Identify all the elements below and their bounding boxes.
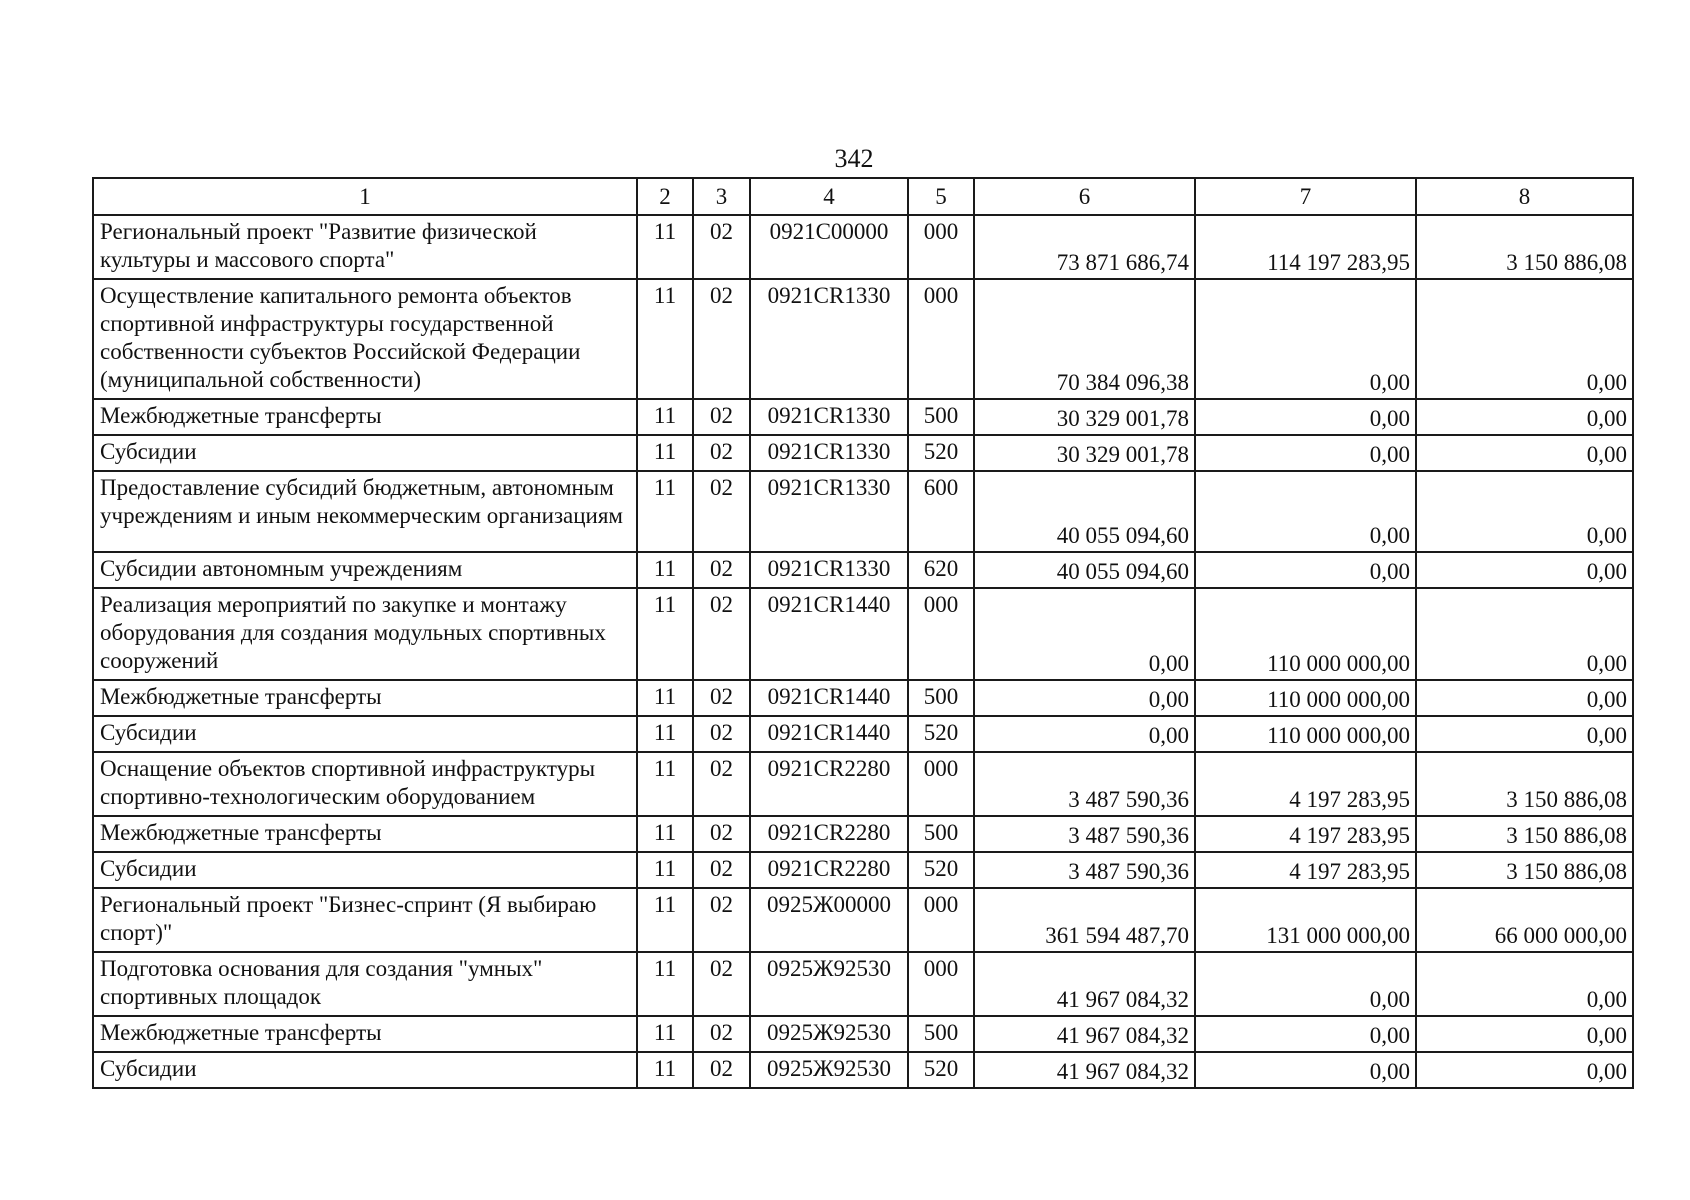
section-code: 11 [637, 399, 693, 435]
section-code: 11 [637, 435, 693, 471]
row-name: Межбюджетные трансферты [93, 399, 637, 435]
row-name: Межбюджетные трансферты [93, 816, 637, 852]
table-row [93, 680, 1633, 716]
section-code: 11 [637, 888, 693, 952]
subsection-code: 02 [693, 1016, 750, 1052]
table-body [93, 215, 1633, 1088]
target-article-code: 0925Ж92530 [750, 1052, 908, 1088]
row-name: Субсидии автономным учреждениям [93, 552, 637, 588]
table-row [93, 552, 1633, 588]
expense-type-code: 000 [908, 588, 974, 680]
target-article-code: 0921СR1440 [750, 588, 908, 680]
target-article-code: 0921СR1330 [750, 279, 908, 399]
column-header: 3 [693, 178, 750, 215]
target-article-code: 0921СR2280 [750, 852, 908, 888]
amount-col8: 0,00 [1416, 588, 1633, 680]
subsection-code: 02 [693, 888, 750, 952]
section-code: 11 [637, 816, 693, 852]
target-article-code: 0921СR1440 [750, 680, 908, 716]
section-code: 11 [637, 1016, 693, 1052]
section-code: 11 [637, 752, 693, 816]
table-row [93, 852, 1633, 888]
table-row [93, 215, 1633, 279]
table-row [93, 399, 1633, 435]
subsection-code: 02 [693, 1052, 750, 1088]
amount-col7: 0,00 [1195, 471, 1416, 552]
amount-col6: 3 487 590,36 [974, 816, 1195, 852]
amount-col7: 0,00 [1195, 399, 1416, 435]
expense-type-code: 500 [908, 680, 974, 716]
table-row [93, 279, 1633, 399]
expense-type-code: 000 [908, 279, 974, 399]
expense-type-code: 500 [908, 816, 974, 852]
amount-col7: 0,00 [1195, 552, 1416, 588]
amount-col6: 30 329 001,78 [974, 399, 1195, 435]
amount-col8: 3 150 886,08 [1416, 852, 1633, 888]
row-name: Субсидии [93, 435, 637, 471]
subsection-code: 02 [693, 752, 750, 816]
expense-type-code: 000 [908, 215, 974, 279]
amount-col8: 0,00 [1416, 399, 1633, 435]
amount-col6: 30 329 001,78 [974, 435, 1195, 471]
subsection-code: 02 [693, 435, 750, 471]
expense-type-code: 520 [908, 852, 974, 888]
column-header: 7 [1195, 178, 1416, 215]
amount-col6: 3 487 590,36 [974, 852, 1195, 888]
target-article-code: 0925Ж92530 [750, 1016, 908, 1052]
amount-col6: 3 487 590,36 [974, 752, 1195, 816]
subsection-code: 02 [693, 952, 750, 1016]
table-header-row [93, 178, 1633, 215]
row-name: Подготовка основания для создания "умных" спортивных площадок [93, 952, 637, 1016]
subsection-code: 02 [693, 552, 750, 588]
expense-type-code: 600 [908, 471, 974, 552]
amount-col6: 40 055 094,60 [974, 471, 1195, 552]
subsection-code: 02 [693, 680, 750, 716]
amount-col7: 131 000 000,00 [1195, 888, 1416, 952]
amount-col6: 70 384 096,38 [974, 279, 1195, 399]
subsection-code: 02 [693, 852, 750, 888]
amount-col6: 73 871 686,74 [974, 215, 1195, 279]
subsection-code: 02 [693, 215, 750, 279]
row-name: Субсидии [93, 852, 637, 888]
subsection-code: 02 [693, 279, 750, 399]
amount-col7: 4 197 283,95 [1195, 816, 1416, 852]
amount-col6: 0,00 [974, 680, 1195, 716]
amount-col7: 0,00 [1195, 279, 1416, 399]
table-row [93, 888, 1633, 952]
row-name: Оснащение объектов спортивной инфраструктуры спортивно-технологическим оборудованием [93, 752, 637, 816]
amount-col7: 4 197 283,95 [1195, 852, 1416, 888]
target-article-code: 0921СR1330 [750, 399, 908, 435]
amount-col8: 3 150 886,08 [1416, 752, 1633, 816]
table-row [93, 471, 1633, 552]
column-header: 8 [1416, 178, 1633, 215]
subsection-code: 02 [693, 588, 750, 680]
amount-col8: 0,00 [1416, 279, 1633, 399]
row-name: Межбюджетные трансферты [93, 680, 637, 716]
expense-type-code: 520 [908, 716, 974, 752]
amount-col6: 41 967 084,32 [974, 1016, 1195, 1052]
amount-col6: 361 594 487,70 [974, 888, 1195, 952]
row-name: Субсидии [93, 716, 637, 752]
expense-type-code: 000 [908, 752, 974, 816]
section-code: 11 [637, 471, 693, 552]
amount-col8: 0,00 [1416, 680, 1633, 716]
amount-col7: 110 000 000,00 [1195, 680, 1416, 716]
amount-col6: 41 967 084,32 [974, 1052, 1195, 1088]
amount-col8: 0,00 [1416, 1052, 1633, 1088]
row-name: Региональный проект "Развитие физической культуры и массового спорта" [93, 215, 637, 279]
section-code: 11 [637, 215, 693, 279]
row-name: Региональный проект "Бизнес-спринт (Я выбираю спорт)" [93, 888, 637, 952]
amount-col6: 0,00 [974, 588, 1195, 680]
amount-col8: 0,00 [1416, 952, 1633, 1016]
amount-col8: 0,00 [1416, 1016, 1633, 1052]
target-article-code: 0925Ж00000 [750, 888, 908, 952]
table-row [93, 816, 1633, 852]
column-header: 5 [908, 178, 974, 215]
expense-type-code: 000 [908, 888, 974, 952]
section-code: 11 [637, 852, 693, 888]
amount-col6: 41 967 084,32 [974, 952, 1195, 1016]
table-row [93, 752, 1633, 816]
amount-col7: 0,00 [1195, 435, 1416, 471]
amount-col7: 110 000 000,00 [1195, 588, 1416, 680]
row-name: Осуществление капитального ремонта объектов спортивной инфраструктуры государственной собственности субъектов Российской Федерации (муниципальной собственности) [93, 279, 637, 399]
target-article-code: 0921СR1330 [750, 435, 908, 471]
amount-col6: 0,00 [974, 716, 1195, 752]
subsection-code: 02 [693, 471, 750, 552]
amount-col7: 110 000 000,00 [1195, 716, 1416, 752]
target-article-code: 0921СR1330 [750, 471, 908, 552]
amount-col7: 4 197 283,95 [1195, 752, 1416, 816]
section-code: 11 [637, 952, 693, 1016]
row-name: Реализация мероприятий по закупке и монтажу оборудования для создания модульных спортивных сооружений [93, 588, 637, 680]
expense-type-code: 620 [908, 552, 974, 588]
budget-table [92, 177, 1634, 1089]
row-name: Субсидии [93, 1052, 637, 1088]
column-header: 6 [974, 178, 1195, 215]
amount-col7: 0,00 [1195, 1016, 1416, 1052]
expense-type-code: 500 [908, 399, 974, 435]
table-row [93, 588, 1633, 680]
amount-col7: 114 197 283,95 [1195, 215, 1416, 279]
amount-col8: 3 150 886,08 [1416, 816, 1633, 852]
amount-col8: 0,00 [1416, 435, 1633, 471]
expense-type-code: 500 [908, 1016, 974, 1052]
section-code: 11 [637, 680, 693, 716]
amount-col8: 3 150 886,08 [1416, 215, 1633, 279]
amount-col6: 40 055 094,60 [974, 552, 1195, 588]
column-header: 2 [637, 178, 693, 215]
row-name: Межбюджетные трансферты [93, 1016, 637, 1052]
table-row [93, 1052, 1633, 1088]
subsection-code: 02 [693, 399, 750, 435]
table-row [93, 952, 1633, 1016]
target-article-code: 0921СR2280 [750, 752, 908, 816]
row-name: Предоставление субсидий бюджетным, автономным учреждениям и иным некоммерческим организациям [93, 471, 637, 552]
amount-col8: 66 000 000,00 [1416, 888, 1633, 952]
table-row [93, 435, 1633, 471]
target-article-code: 0921СR1440 [750, 716, 908, 752]
amount-col7: 0,00 [1195, 952, 1416, 1016]
amount-col8: 0,00 [1416, 552, 1633, 588]
page-number: 342 [834, 144, 874, 173]
subsection-code: 02 [693, 716, 750, 752]
target-article-code: 0925Ж92530 [750, 952, 908, 1016]
section-code: 11 [637, 1052, 693, 1088]
expense-type-code: 520 [908, 435, 974, 471]
section-code: 11 [637, 279, 693, 399]
amount-col8: 0,00 [1416, 471, 1633, 552]
target-article-code: 0921С00000 [750, 215, 908, 279]
amount-col7: 0,00 [1195, 1052, 1416, 1088]
column-header: 4 [750, 178, 908, 215]
column-header: 1 [93, 178, 637, 215]
target-article-code: 0921СR2280 [750, 816, 908, 852]
table-row [93, 716, 1633, 752]
amount-col8: 0,00 [1416, 716, 1633, 752]
expense-type-code: 000 [908, 952, 974, 1016]
section-code: 11 [637, 588, 693, 680]
target-article-code: 0921СR1330 [750, 552, 908, 588]
subsection-code: 02 [693, 816, 750, 852]
expense-type-code: 520 [908, 1052, 974, 1088]
table-row [93, 1016, 1633, 1052]
section-code: 11 [637, 552, 693, 588]
section-code: 11 [637, 716, 693, 752]
